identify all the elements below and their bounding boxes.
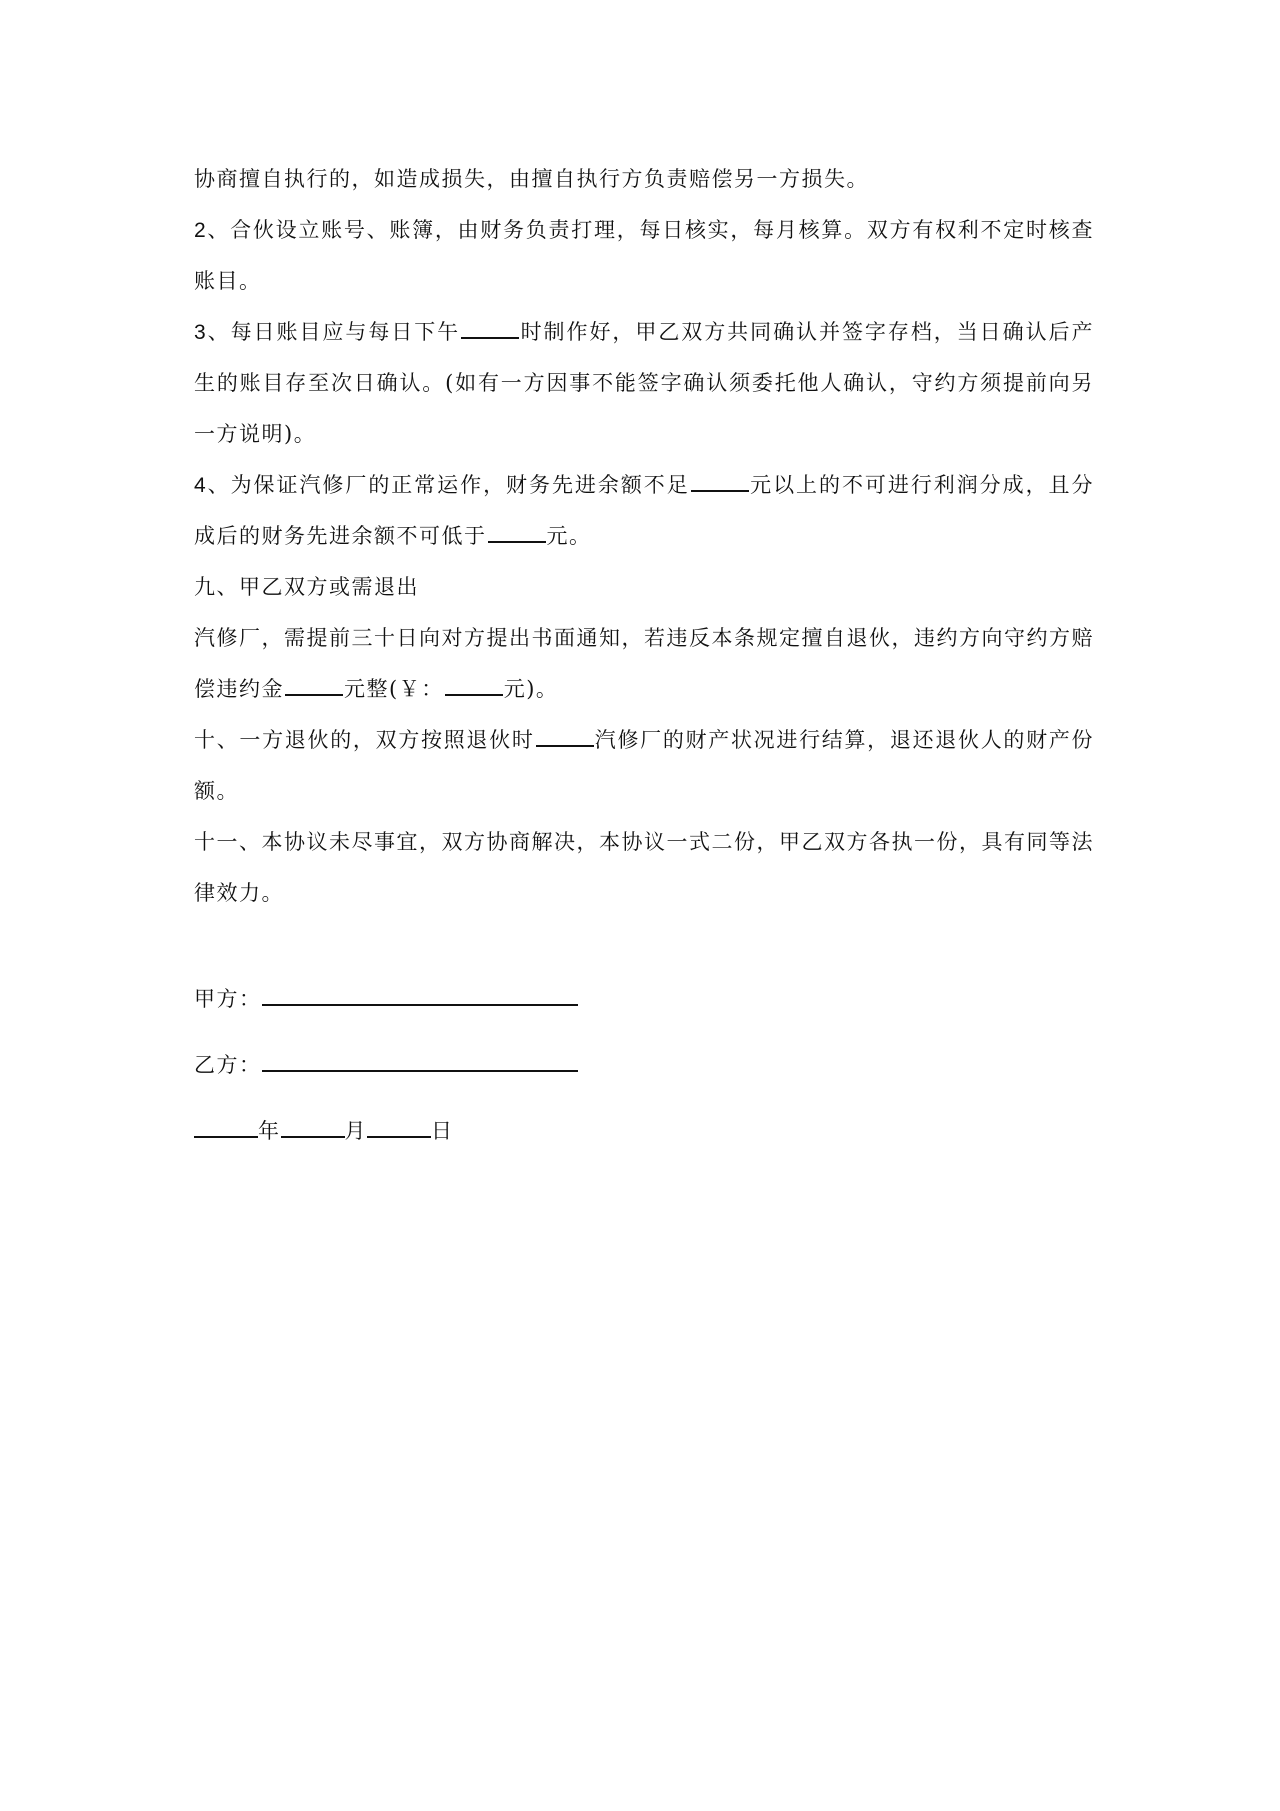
clause-text: 元)。: [503, 677, 559, 701]
fill-blank-withdrawal-time[interactable]: [536, 724, 594, 747]
fill-blank-time[interactable]: [461, 316, 519, 339]
year-blank[interactable]: [194, 1115, 258, 1138]
clause-text: 十一、本协议未尽事宜，双方协商解决，本协议一式二份，甲乙双方各执一份，具有同等法律效力。: [194, 830, 1094, 905]
clause-continuation: [194, 154, 1094, 205]
fill-blank-penalty[interactable]: [285, 673, 343, 696]
clause-2: [194, 205, 1094, 307]
party-b-row: [194, 1040, 794, 1106]
party-a-label: 甲方：: [194, 987, 262, 1011]
fill-blank-min-balance[interactable]: [488, 520, 546, 543]
clause-text: 汽修厂，需提前三十日向对方提出书面通知，若违反本条规定擅自退伙，违约方向守约方赔偿违约金: [194, 626, 1094, 701]
clause-text: 九、甲乙双方或需退出: [194, 575, 419, 599]
party-a-row: [194, 974, 794, 1040]
month-blank[interactable]: [281, 1115, 345, 1138]
clause-text: 汽修厂的财产状况进行结算，退还退伙人的财产份额。: [194, 728, 1095, 803]
clause-text: 协商擅自执行的，如造成损失，由擅自执行方负责赔偿另一方损失。: [194, 167, 869, 191]
clause-4: [194, 460, 1094, 562]
party-b-signature-line[interactable]: [262, 1049, 578, 1072]
day-blank[interactable]: [367, 1115, 431, 1138]
clause-text: 元以上的不可进行利润分成，且分成后的财务先进余额不可低于: [194, 473, 1095, 548]
party-a-signature-line[interactable]: [262, 983, 578, 1006]
clause-11: [194, 817, 1094, 919]
clause-number: 4: [194, 474, 208, 497]
clause-text: 十、一方退伙的，双方按照退伙时: [194, 728, 535, 752]
clause-text: 、为保证汽修厂的正常运作，财务先进余额不足: [207, 473, 690, 497]
party-b-label: 乙方：: [194, 1053, 262, 1077]
clause-3: [194, 307, 1094, 460]
clause-number: 2: [194, 219, 208, 242]
clause-text: 元整(￥：: [344, 677, 444, 701]
day-label: 日: [431, 1119, 454, 1143]
clause-9-heading: [194, 562, 1094, 613]
clause-text: 、合伙设立账号、账簿，由财务负责打理，每日核实，每月核算。双方有权利不定时核查账目。: [194, 218, 1094, 293]
clause-9-body: [194, 613, 1094, 715]
date-row: [194, 1106, 794, 1172]
signature-block: [194, 974, 794, 1172]
clause-text: 时制作好，甲乙双方共同确认并签字存档，当日确认后产生的账目存至次日确认。(如有一方因事不能签字确认须委托他人确认，守约方须提前向另一方说明)。: [194, 320, 1094, 446]
contract-body: [194, 154, 1094, 919]
year-label: 年: [258, 1119, 281, 1143]
fill-blank-penalty-figure[interactable]: [445, 673, 503, 696]
fill-blank-amount[interactable]: [691, 469, 749, 492]
clause-10: [194, 715, 1094, 817]
month-label: 月: [344, 1119, 367, 1143]
clause-text: 、每日账目应与每日下午: [207, 320, 461, 344]
clause-number: 3: [194, 321, 208, 344]
clause-text: 元。: [546, 524, 592, 548]
